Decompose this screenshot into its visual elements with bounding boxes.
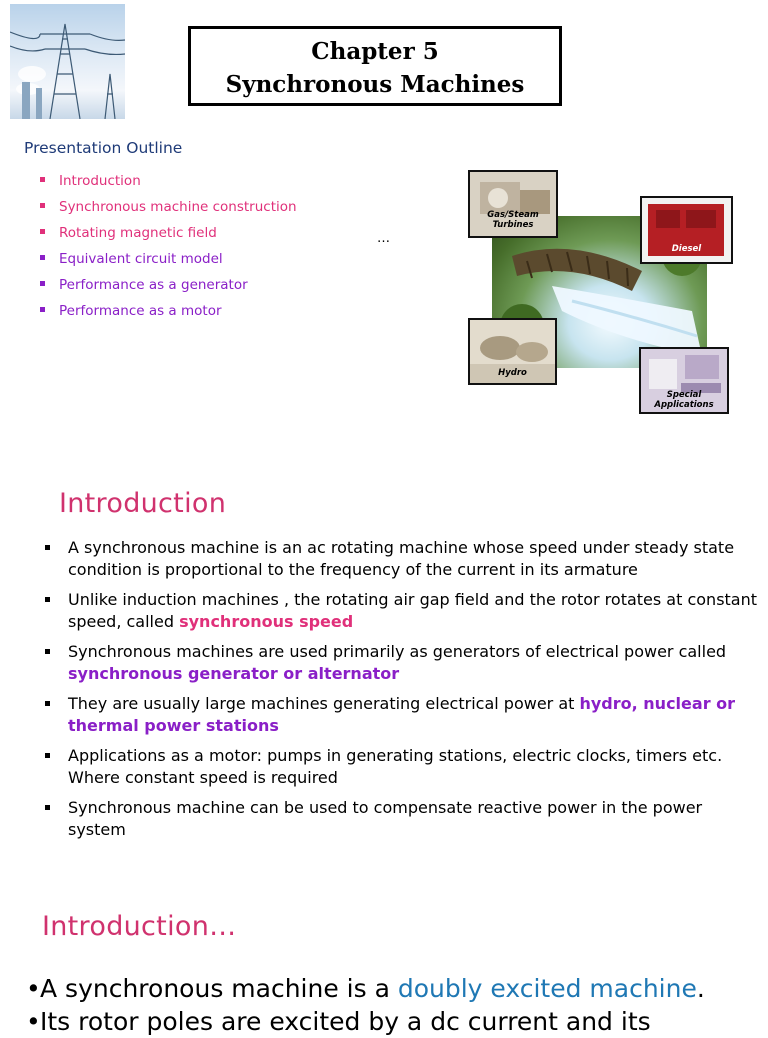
highlighted-text: synchronous speed bbox=[179, 612, 354, 631]
outline-item bbox=[40, 272, 297, 298]
introduction-bullet bbox=[44, 797, 764, 841]
chapter-number: Chapter 5 bbox=[311, 38, 439, 65]
introduction-continued-heading: Introduction… bbox=[42, 911, 237, 942]
introduction-bullets bbox=[44, 537, 764, 849]
generator-applications-collage bbox=[462, 164, 742, 419]
highlighted-text: synchronous generator or alternator bbox=[68, 664, 400, 683]
outline-title: Presentation Outline bbox=[24, 139, 183, 157]
bullet-text: Synchronous machines are used primarily as generators of electrical power called bbox=[68, 642, 727, 661]
special-applications-label: Special Applications bbox=[654, 390, 714, 410]
introduction-heading: Introduction bbox=[59, 488, 227, 519]
square-bullet-icon bbox=[40, 203, 45, 208]
introduction-bullet bbox=[44, 589, 764, 633]
gas-steam-label: Gas/Steam Turbines bbox=[487, 210, 539, 230]
bullet-text: They are usually large machines generating electrical power at bbox=[68, 694, 580, 713]
square-bullet-icon bbox=[40, 281, 45, 286]
square-bullet-icon bbox=[40, 229, 45, 234]
outline-item-label: Synchronous machine construction bbox=[59, 199, 297, 215]
outline-item bbox=[40, 246, 297, 272]
introduction-continued-bullets bbox=[26, 972, 768, 1038]
introduction-bullet bbox=[44, 693, 764, 737]
hydro-label: Hydro bbox=[498, 368, 527, 378]
diesel-tile bbox=[640, 196, 733, 264]
square-bullet-icon bbox=[45, 649, 50, 654]
bullet-text: Synchronous machine can be used to compensate reactive power in the power system bbox=[68, 798, 703, 839]
outline-item bbox=[40, 194, 297, 220]
square-bullet-icon bbox=[45, 805, 50, 810]
bullet-text: A synchronous machine is an ac rotating machine whose speed under steady state condition is proportional to the frequency of the current in its armature bbox=[68, 538, 735, 579]
square-bullet-icon bbox=[45, 545, 50, 550]
outline-item bbox=[40, 168, 297, 194]
chapter-title-box bbox=[188, 26, 562, 106]
outline-item bbox=[40, 220, 297, 246]
hydro-tile bbox=[468, 318, 557, 385]
outline-item-label: Equivalent circuit model bbox=[59, 251, 223, 267]
bullet-dot-icon: • bbox=[26, 1007, 41, 1036]
outline-list bbox=[40, 168, 297, 324]
square-bullet-icon bbox=[40, 255, 45, 260]
continued-bullet bbox=[26, 1005, 768, 1038]
introduction-bullet bbox=[44, 641, 764, 685]
diesel-label: Diesel bbox=[671, 244, 702, 254]
chapter-title: Synchronous Machines bbox=[225, 71, 525, 98]
square-bullet-icon bbox=[40, 177, 45, 182]
bullet-text: Its rotor poles are excited by a dc current and its bbox=[40, 1007, 651, 1036]
highlighted-text: doubly excited machine bbox=[397, 974, 697, 1003]
highlighted-text: hydro, nuclear or thermal power stations bbox=[68, 694, 736, 735]
square-bullet-icon bbox=[40, 307, 45, 312]
special-applications-tile bbox=[639, 347, 729, 414]
outline-ellipsis: … bbox=[377, 231, 390, 246]
bullet-text: . bbox=[696, 974, 705, 1003]
bullet-text: Applications as a motor: pumps in generating stations, electric clocks, timers etc. Where constant speed is required bbox=[68, 746, 723, 787]
outline-item-label: Performance as a generator bbox=[59, 277, 248, 293]
square-bullet-icon bbox=[45, 597, 50, 602]
outline-item bbox=[40, 298, 297, 324]
outline-item-label: Introduction bbox=[59, 173, 141, 189]
square-bullet-icon bbox=[45, 701, 50, 706]
introduction-bullet bbox=[44, 537, 764, 581]
bullet-text: A synchronous machine is a bbox=[40, 974, 398, 1003]
square-bullet-icon bbox=[45, 753, 50, 758]
continued-bullet bbox=[26, 972, 768, 1005]
power-lines-photo bbox=[10, 4, 125, 119]
bullet-dot-icon: • bbox=[26, 974, 41, 1003]
outline-item-label: Performance as a motor bbox=[59, 303, 222, 319]
outline-item-label: Rotating magnetic field bbox=[59, 225, 217, 241]
gas-steam-turbines-tile bbox=[468, 170, 558, 238]
introduction-bullet bbox=[44, 745, 764, 789]
bullet-text: Unlike induction machines , the rotating air gap field and the rotor rotates at constant speed, called bbox=[68, 590, 758, 631]
